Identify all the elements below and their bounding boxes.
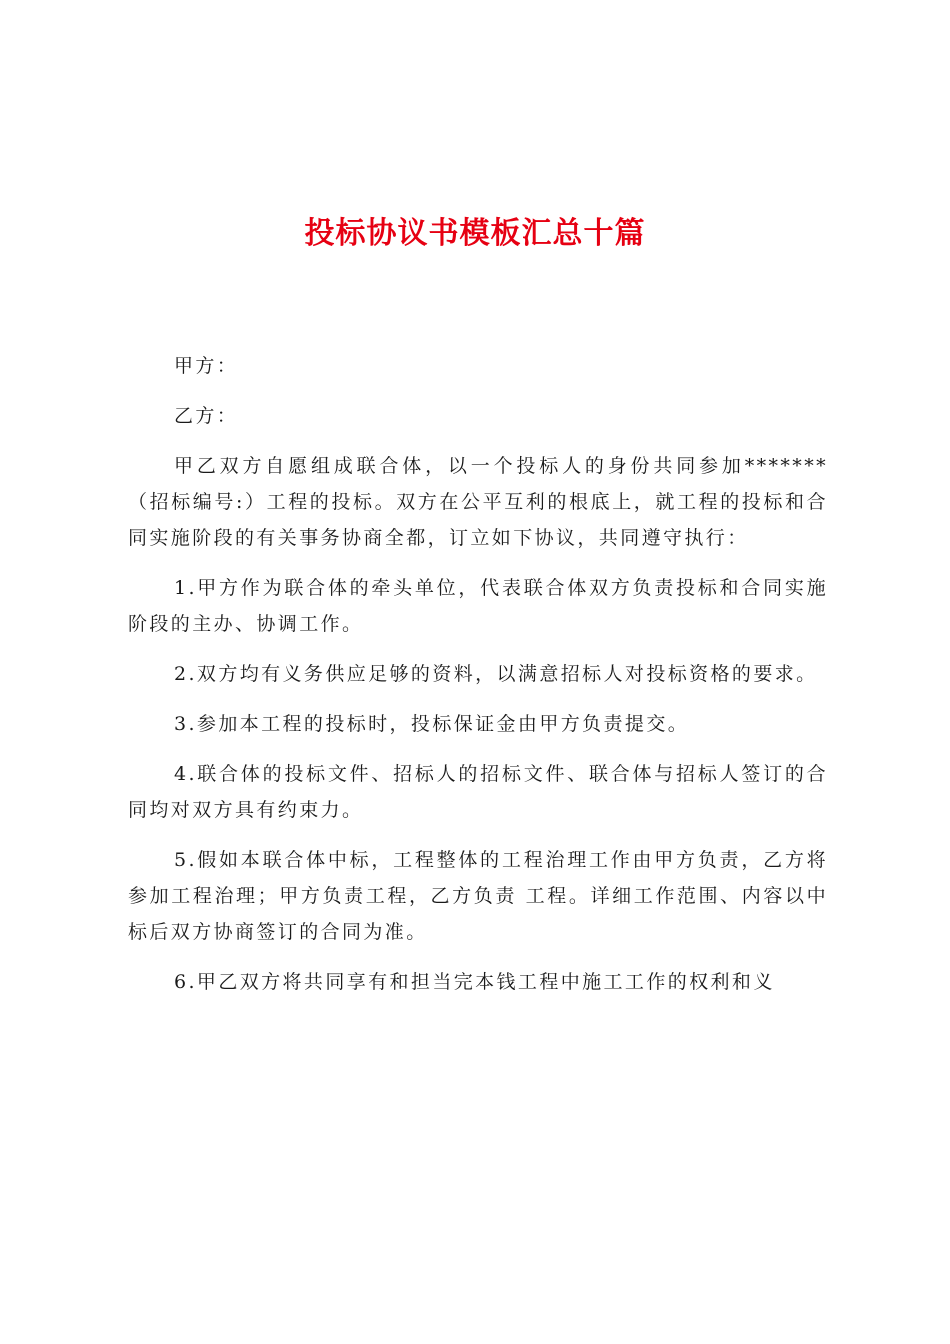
clause-6: 6.甲乙双方将共同享有和担当完本钱工程中施工工作的权利和义 bbox=[174, 971, 775, 993]
clause-2: 2.双方均有义务供应足够的资料，以满意招标人对投标资格的要求。 bbox=[174, 663, 818, 685]
party-a-line: 甲方： bbox=[174, 355, 239, 377]
document-body bbox=[128, 348, 828, 1014]
clause-1: 1.甲方作为联合体的牵头单位，代表联合体双方负责投标和合同实施阶段的主办、协调工作。 bbox=[128, 577, 828, 635]
clause-4: 4.联合体的投标文件、招标人的招标文件、联合体与招标人签订的合同均对双方具有约束力。 bbox=[128, 763, 828, 821]
document-title: 投标协议书模板汇总十篇 bbox=[304, 216, 646, 251]
clause-5: 5.假如本联合体中标，工程整体的工程治理工作由甲方负责，乙方将参加工程治理；甲方负责工程，乙方负责 工程。详细工作范围、内容以中标后双方协商签订的合同为准。 bbox=[128, 849, 828, 943]
clause-3: 3.参加本工程的投标时，投标保证金由甲方负责提交。 bbox=[174, 713, 690, 735]
intro-paragraph: 甲乙双方自愿组成联合体，以一个投标人的身份共同参加*******（招标编号:）工程的投标。双方在公平互利的根底上，就工程的投标和合同实施阶段的有关事务协商全都，订立如下协议，共同遵守执行： bbox=[128, 455, 828, 549]
party-b-line: 乙方： bbox=[174, 405, 239, 427]
